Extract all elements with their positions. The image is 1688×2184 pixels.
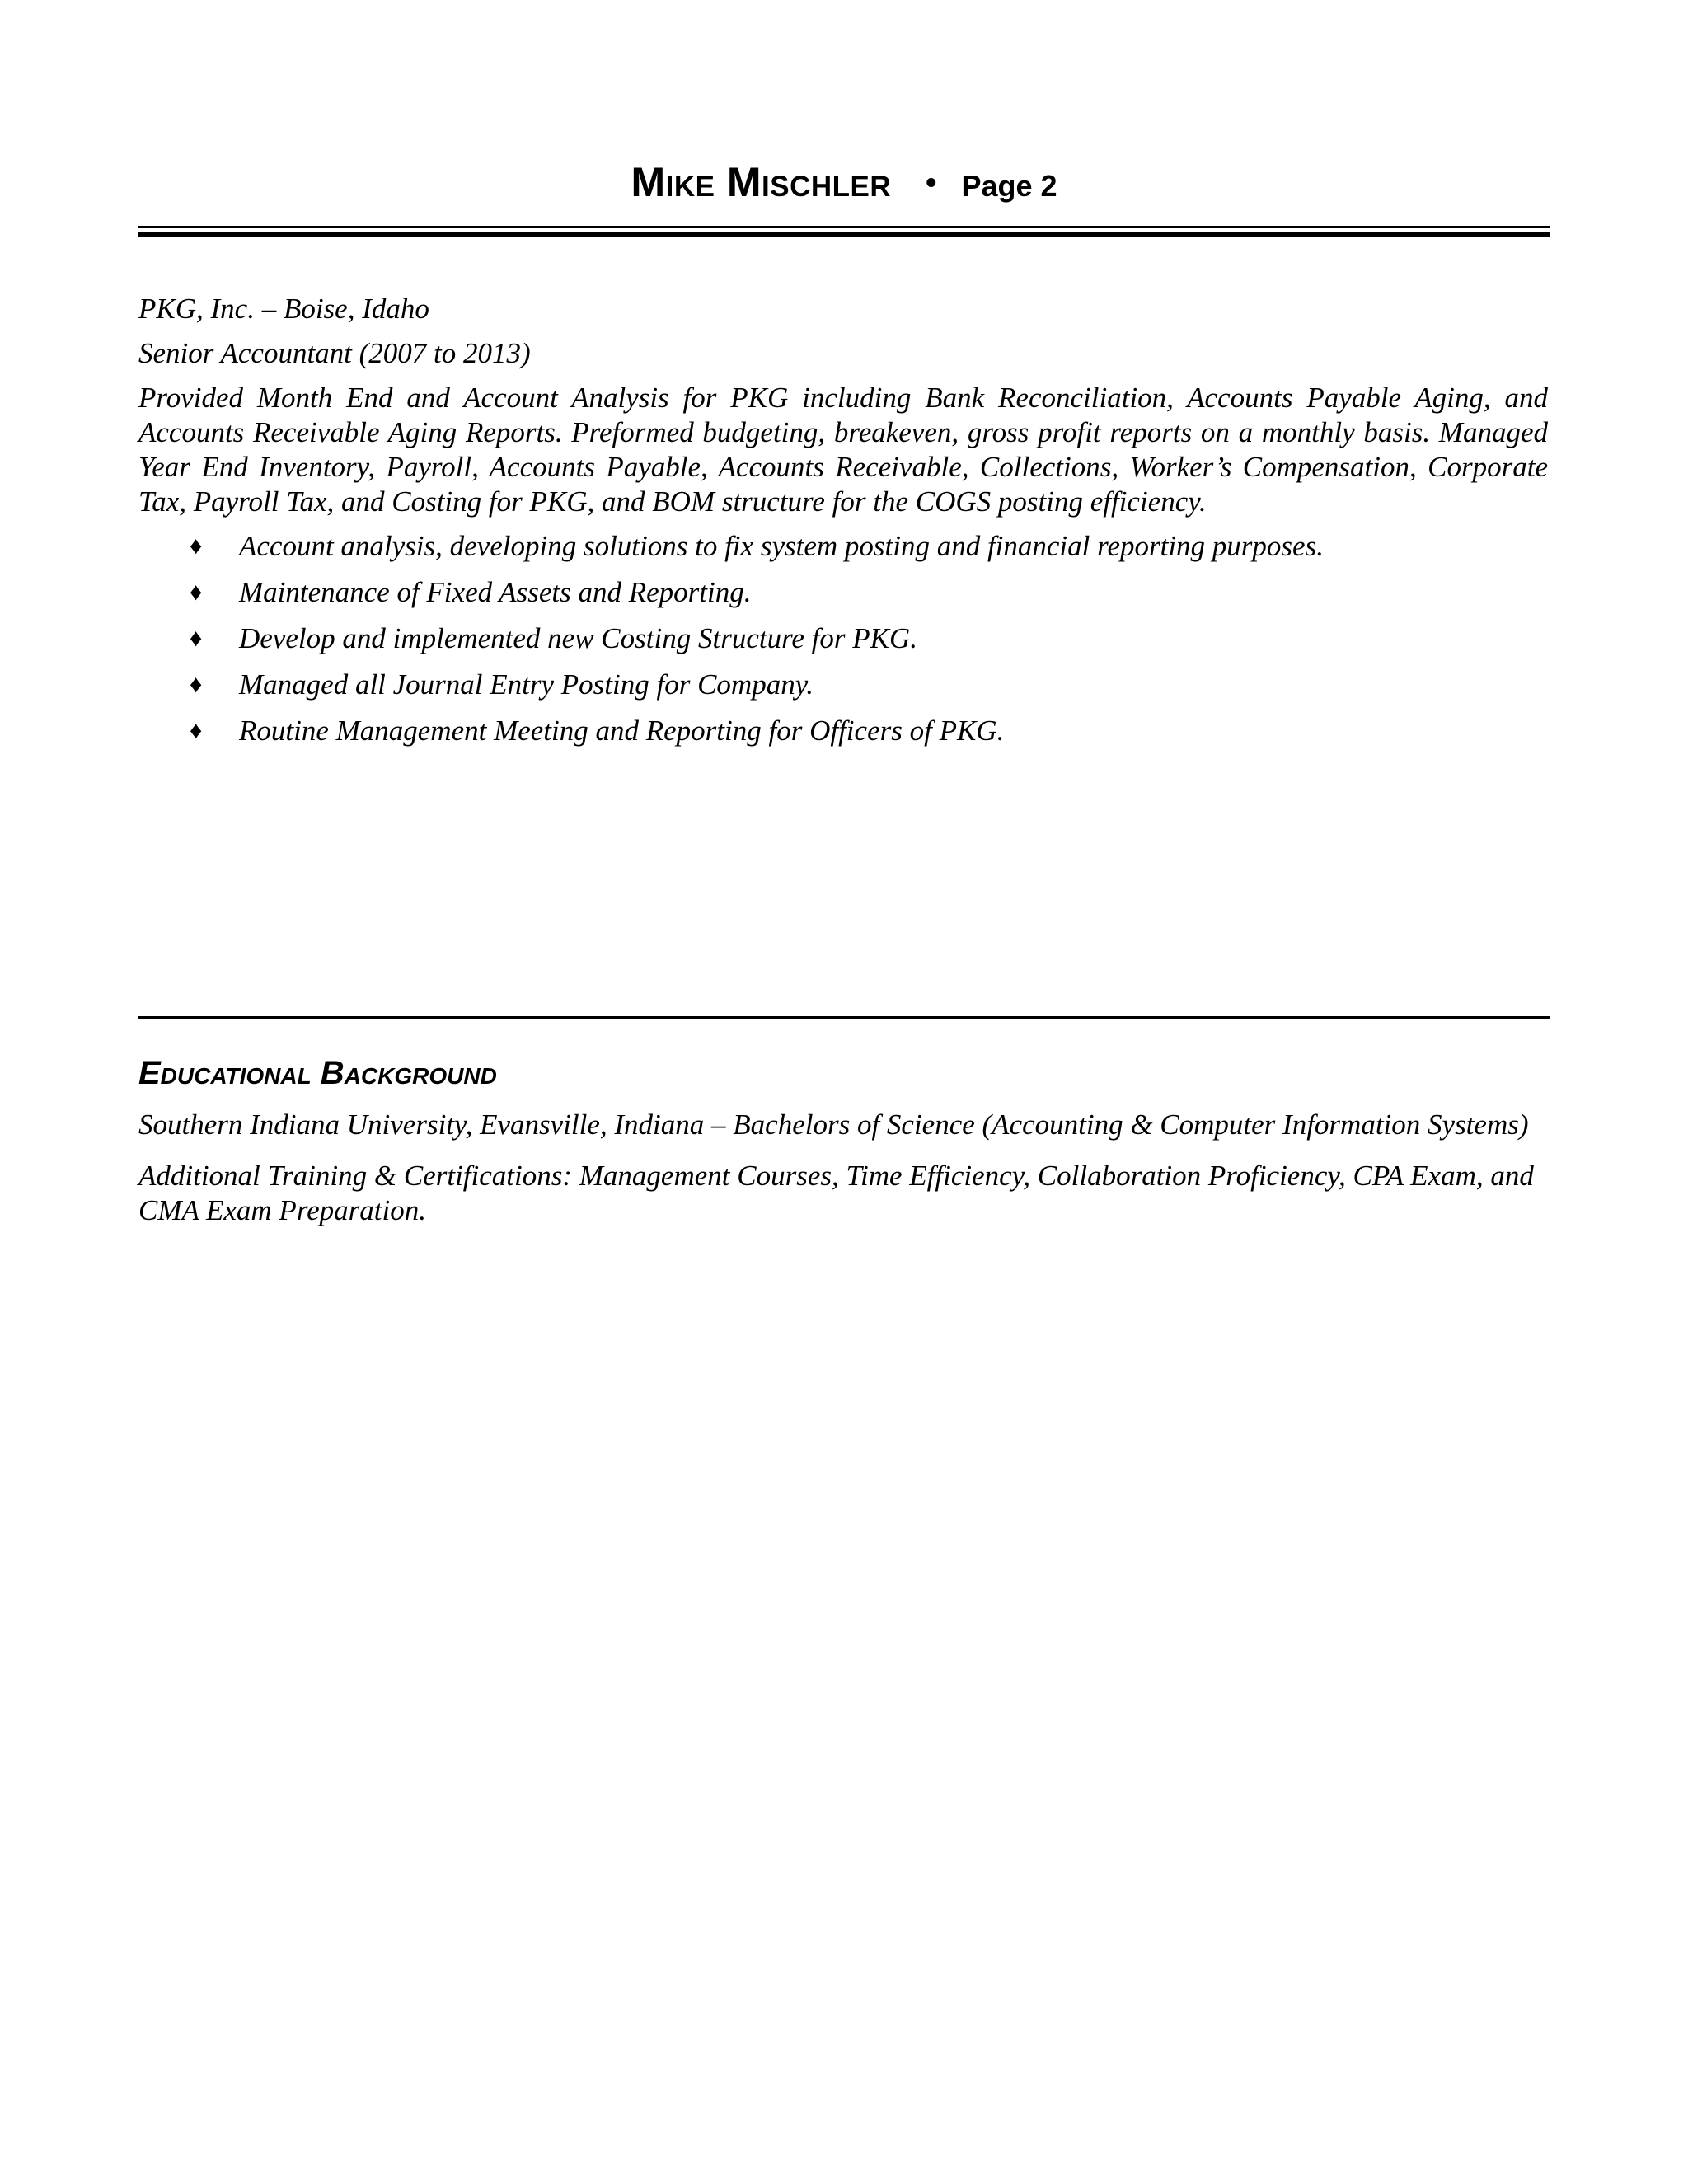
list-item-text: Maintenance of Fixed Assets and Reporting. — [239, 576, 752, 608]
list-item — [138, 529, 1548, 564]
header-rule-thin — [138, 226, 1550, 228]
list-item-text: Managed all Journal Entry Posting for Company. — [239, 668, 814, 701]
list-item-text: Develop and implemented new Costing Structure for PKG. — [239, 622, 918, 654]
experience-section — [138, 292, 1548, 760]
job-description: Provided Month End and Account Analysis for PKG including Bank Reconciliation, Accounts Payable Aging, and Accounts Receivable Aging Reports. Preformed budgeting, breakeven, gross profit reports on a monthly basis. Managed Year End Inventory, Payroll, Accounts Payable, Accounts Receivable, Collections, Worker’s Compensation, Corporate Tax, Payroll Tax, and Costing for PKG, and BOM structure for the COGS posting efficiency. — [138, 382, 1548, 518]
diamond-bullet-icon: ♦ — [190, 532, 203, 560]
company-line: PKG, Inc. – Boise, Idaho — [138, 293, 429, 325]
job-title-line: Senior Accountant (2007 to 2013) — [138, 337, 531, 369]
diamond-bullet-icon: ♦ — [190, 625, 203, 652]
header-bullet-separator: • — [926, 166, 937, 200]
accomplishment-list — [138, 529, 1548, 748]
education-heading: Educational Background — [138, 1055, 497, 1091]
section-divider — [138, 1016, 1550, 1019]
candidate-name: Mike Mischler — [631, 159, 892, 205]
header-rule-thick — [138, 232, 1550, 237]
diamond-bullet-icon: ♦ — [190, 717, 203, 744]
list-item — [138, 621, 1548, 656]
training-line: Additional Training & Certifications: Management Courses, Time Efficiency, Collaboration Proficiency, CPA Exam, and CMA Exam Preparation. — [138, 1160, 1534, 1226]
page-header — [138, 158, 1550, 206]
education-section — [138, 1108, 1540, 1244]
degree-line: Southern Indiana University, Evansville, Indiana – Bachelors of Science (Accounting & Computer Information Systems) — [138, 1108, 1529, 1141]
diamond-bullet-icon: ♦ — [190, 671, 203, 698]
diamond-bullet-icon: ♦ — [190, 579, 203, 606]
page-number: Page 2 — [961, 169, 1057, 203]
list-item-text: Account analysis, developing solutions to fix system posting and financial reporting purposes. — [239, 530, 1324, 562]
list-item — [138, 714, 1548, 748]
list-item-text: Routine Management Meeting and Reporting for Officers of PKG. — [239, 715, 1005, 747]
list-item — [138, 668, 1548, 702]
list-item — [138, 575, 1548, 610]
